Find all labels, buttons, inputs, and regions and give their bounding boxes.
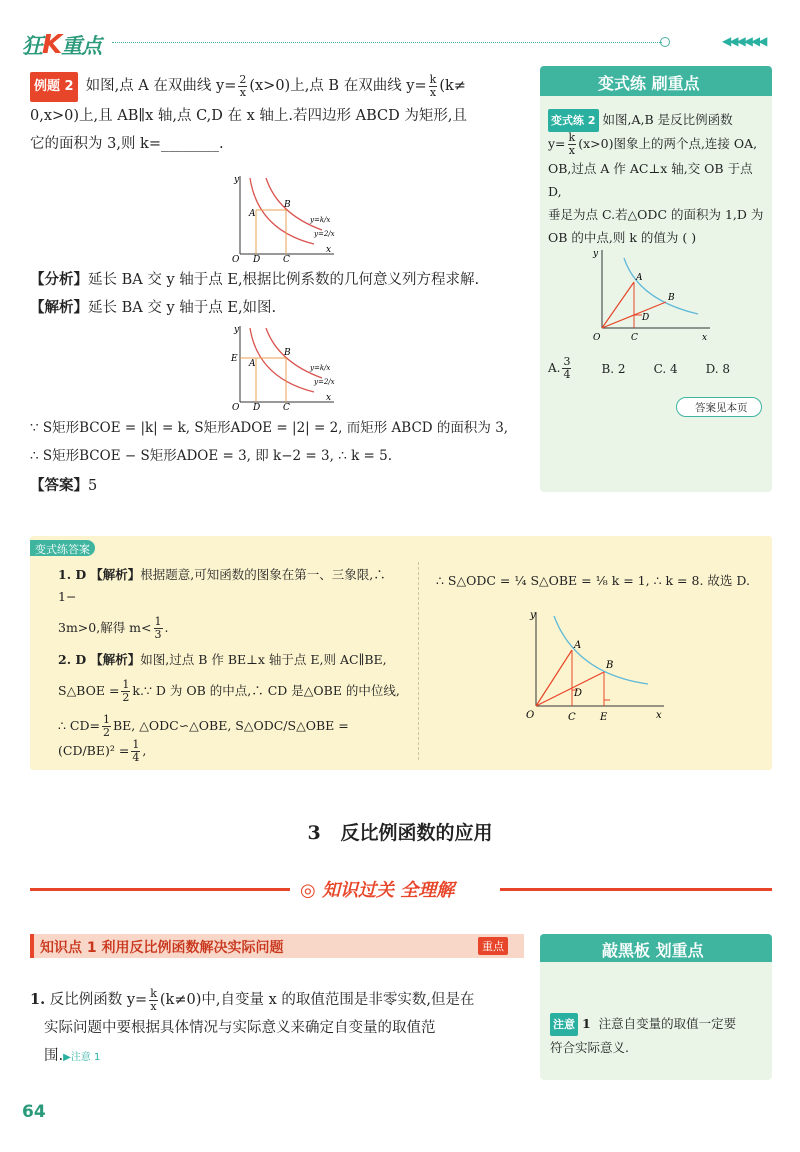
answers-left: 1. D 【解析】根据题意,可知函数的图象在第一、三象限,∴ 1− 3m>0,解得 m< $\frac{1}{3}$ . 2. D 【解析】如图,过点 B 作 BE⊥x 轴于点 E,则 AC∥BE, S△BOE = $\frac{1}{2}$ k.∵ D 为 OB 的中点,∴ CD 是△OBE 的中位线, ∴ CD= $\frac{1}{2}$ BE, △ODC∽△OBE, S△ODC/S△OBE = (CD/BE)² = $\frac{1}{4}$ , — [58, 567, 400, 764]
side-question: 变式练 2 如图,A,B 是反比例函数 y= $\frac{k}{x}$ (x>0)图象上的两个点,连接 OA, OB,过点 A 作 AC⊥x 轴,交 OB 于点 D, 垂足为点 C.若△ODC 的面积为 1,D 为 OB 的中点,则 k 的值为 ( ) — [548, 108, 768, 249]
header-divider — [112, 42, 662, 43]
axis-label-x: x — [656, 710, 662, 721]
point-e-label: E — [600, 712, 608, 723]
origin-label: O — [232, 255, 240, 262]
point-b-label: B — [606, 660, 614, 671]
axis-label-y: y — [593, 249, 599, 259]
solution-step-2: ∴ S矩形BCOE − S矩形ADOE = 3, 即 k−2 = 3, ∴ k = 5. — [30, 448, 393, 464]
answer-link-label: 答案见本页 — [695, 402, 748, 414]
fraction: $\frac{k}{x}$ — [568, 131, 576, 157]
board-note: 注意 1 注意自变量的取值一定要 符合实际意义. — [550, 1012, 766, 1059]
point-d-label: D — [642, 313, 650, 323]
example-line-2: 0,x>0)上,且 AB∥x 轴,点 C,D 在 x 轴上.若四边形 ABCD 为矩形,且 — [30, 108, 467, 124]
header-circle-icon — [660, 37, 670, 47]
point-a-label: A — [249, 209, 256, 219]
side-graph — [588, 244, 718, 344]
point-d-label: D — [253, 255, 261, 262]
axis-label-y: y — [530, 610, 536, 621]
point-a-label: A — [249, 359, 256, 369]
answers-title: 变式练答案 — [30, 540, 95, 556]
point-e-label: E — [231, 354, 238, 364]
example-block — [30, 72, 530, 158]
analysis-line: 【分析】延长 BA 交 y 轴于点 E,根据比例系数的几何意义列方程求解. — [30, 272, 480, 288]
side-options — [548, 356, 768, 381]
point-a-label: A — [636, 273, 643, 283]
answer-line: 【答案】5 — [30, 478, 98, 494]
solution-graph — [222, 320, 342, 410]
swirl-icon: ◎ — [300, 880, 316, 901]
example-line-3: 它的面积为 3,则 k=________. — [30, 136, 224, 152]
origin-label: O — [232, 403, 240, 410]
example-tag: 例题 2 — [30, 72, 78, 102]
page-number: 64 — [22, 1102, 46, 1122]
brand-logo — [22, 30, 101, 60]
section-title: 3 反比例函数的应用 — [307, 822, 493, 844]
side-tag: 变式练 2 — [548, 109, 599, 132]
answers-right-text: ∴ S△ODC = ¼ S△OBE = ⅛ k = 1, ∴ k = 8. 故选 D. — [436, 573, 750, 588]
brand-suffix: 重点 — [61, 34, 102, 58]
curve-label-2: y=2/x — [314, 378, 335, 386]
solution-step-1: ∵ S矩形BCOE = |k| = k, S矩形ADOE = |2| = 2, 而矩形 ABCD 的面积为 3, — [30, 420, 509, 436]
axis-label-y: y — [234, 175, 240, 185]
point-b-label: B — [668, 293, 675, 303]
axis-label-y: y — [234, 325, 240, 335]
curve-label-k: y=k/x — [310, 364, 331, 372]
axis-label-x: x — [702, 333, 708, 343]
origin-label: O — [593, 333, 601, 343]
point-b-label: B — [284, 348, 291, 358]
point-b-label: B — [284, 200, 291, 210]
key-tag: 重点 — [478, 937, 508, 955]
point-d-label: D — [253, 403, 261, 410]
point-c-label: C — [631, 333, 638, 343]
solution-line: 【解析】延长 BA 交 y 轴于点 E,如图. — [30, 300, 277, 316]
option-a[interactable]: A. $\frac{3}{4}$ — [548, 355, 571, 381]
side-panel-title: 变式练 刷重点 — [540, 66, 772, 96]
answers-graph — [516, 604, 672, 728]
fraction: $\frac{2}{x}$ — [239, 72, 247, 99]
point-c-label: C — [283, 403, 290, 410]
option-d[interactable]: D. 8 — [705, 361, 731, 376]
knowledge-item: 1. 反比例函数 y= $\frac{k}{x}$ (k≠0)中,自变量 x 的取值范围是非零实数,但是在 实际问题中要根据具体情况与实际意义来确定自变量的取值范 围.▶注意 1 — [30, 986, 475, 1064]
section-banner: ◎ 知识过关 全理解 — [300, 880, 455, 901]
axis-label-x: x — [326, 245, 332, 255]
note-tag: 注意 — [550, 1013, 578, 1036]
option-c[interactable]: C. 4 — [653, 361, 678, 376]
example-line-1: 例题 2 如图,点 A 在双曲线 y= $\frac{2}{x}$ (x>0)上,点 B 在双曲线 y= $\frac{k}{x}$ (k≠ — [30, 72, 530, 102]
brand-k: K — [42, 30, 62, 60]
board-panel-title: 敲黑板 划重点 — [540, 934, 772, 962]
fraction: $\frac{k}{x}$ — [429, 72, 437, 99]
point-a-label: A — [574, 640, 582, 651]
answers-divider — [418, 562, 419, 760]
note-reference-link[interactable]: ▶注意 1 — [63, 1052, 101, 1063]
brand-prefix: 狂 — [22, 34, 42, 58]
option-b[interactable]: B. 2 — [601, 361, 626, 376]
axis-label-x: x — [326, 393, 332, 403]
section-rule-right — [500, 888, 772, 891]
knowledge-point-bar: 知识点 1 利用反比例函数解决实际问题 — [30, 934, 524, 958]
point-d-label: D — [574, 688, 583, 699]
header-arrows-icon: ◀◀◀◀◀◀ — [722, 34, 766, 48]
section-rule-left — [30, 888, 290, 891]
curve-label-k: y=k/x — [310, 216, 331, 224]
curve-label-2: y=2/x — [314, 230, 335, 238]
example-graph-1 — [222, 170, 342, 262]
point-c-label: C — [283, 255, 290, 262]
answer-link-button[interactable] — [676, 397, 762, 417]
point-c-label: C — [568, 712, 576, 723]
origin-label: O — [526, 710, 535, 721]
